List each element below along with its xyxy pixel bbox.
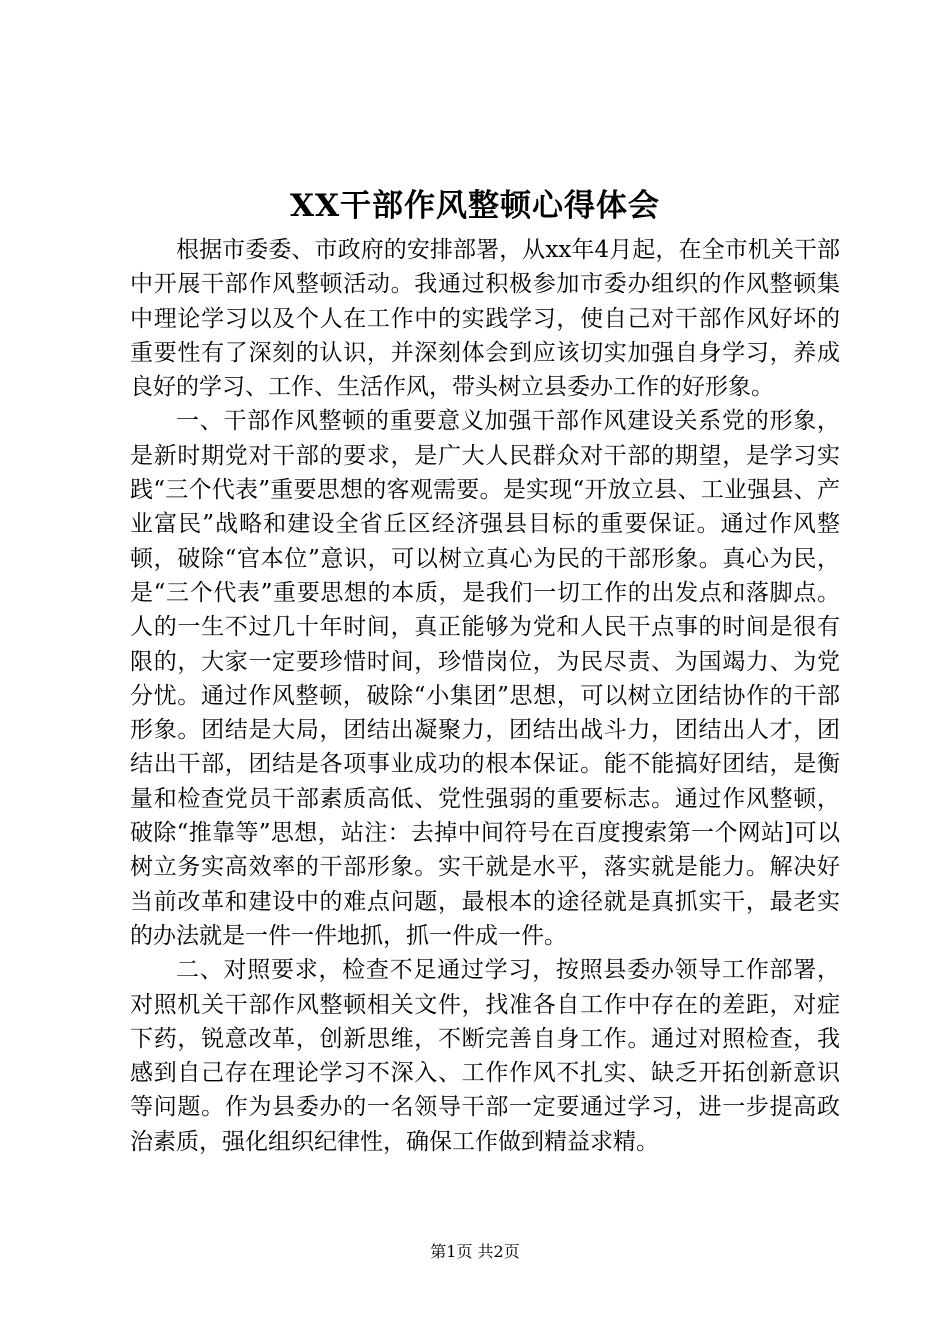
document-title: XX干部作风整顿心得体会 <box>289 188 661 224</box>
paragraph-intro: 根据市委委、市政府的安排部署，从xx年4月起，在全市机关干部中开展干部作风整顿活动。我通过积极参加市委办组织的作风整顿集中理论学习以及个人在工作中的实践学习，使自己对干部作风好坏的重要性有了深刻的认识，并深刻体会到应该切实加强自身学习，养成良好的学习、工作、生活作风，带头树立县委办工作的好形象。 <box>130 237 840 401</box>
page-number-footer: 第1页 共2页 <box>430 1242 520 1261</box>
paragraph-section-two: 二、对照要求，检查不足通过学习，按照县委办领导工作部署，对照机关干部作风整顿相关文件，找准各自工作中存在的差距，对症下药，锐意改革，创新思维，不断完善自身工作。通过对照检查，我感到自己存在理论学习不深入、工作作风不扎实、缺乏开拓创新意识等问题。作为县委办的一名领导干部一定要通过学习，进一步提高政治素质，强化组织纪律性，确保工作做到精益求精。 <box>130 957 840 1155</box>
paragraph-section-one: 一、干部作风整顿的重要意义加强干部作风建设关系党的形象，是新时期党对干部的要求，是广大人民群众对干部的期望，是学习实践“三个代表”重要思想的客观需要。是实现“开放立县、工业强县、产业富民”战略和建设全省丘区经济强县目标的重要保证。通过作风整顿，破除“官本位”意识，可以树立真心为民的干部形象。真心为民，是“三个代表”重要思想的本质，是我们一切工作的出发点和落脚点。人的一生不过几十年时间，真正能够为党和人民干点事的时间是很有限的，大家一定要珍惜时间，珍惜岗位，为民尽责、为国竭力、为党分忧。通过作风整顿，破除“小集团”思想，可以树立团结协作的干部形象。团结是大局，团结出凝聚力，团结出战斗力，团结出人才，团结出干部，团结是各项事业成功的根本保证。能不能搞好团结，是衡量和检查党员干部素质高低、党性强弱的重要标志。通过作风整顿，破除“推靠等”思想，站注：去掉中间符号在百度搜索第一个网站]可以树立务实高效率的干部形象。实干就是水平，落实就是能力。解决好当前改革和建设中的难点问题，最根本的途径就是真抓实干，最老实的办法就是一件一件地抓，抓一件成一件。 <box>130 408 840 949</box>
document-body <box>130 233 840 1159</box>
